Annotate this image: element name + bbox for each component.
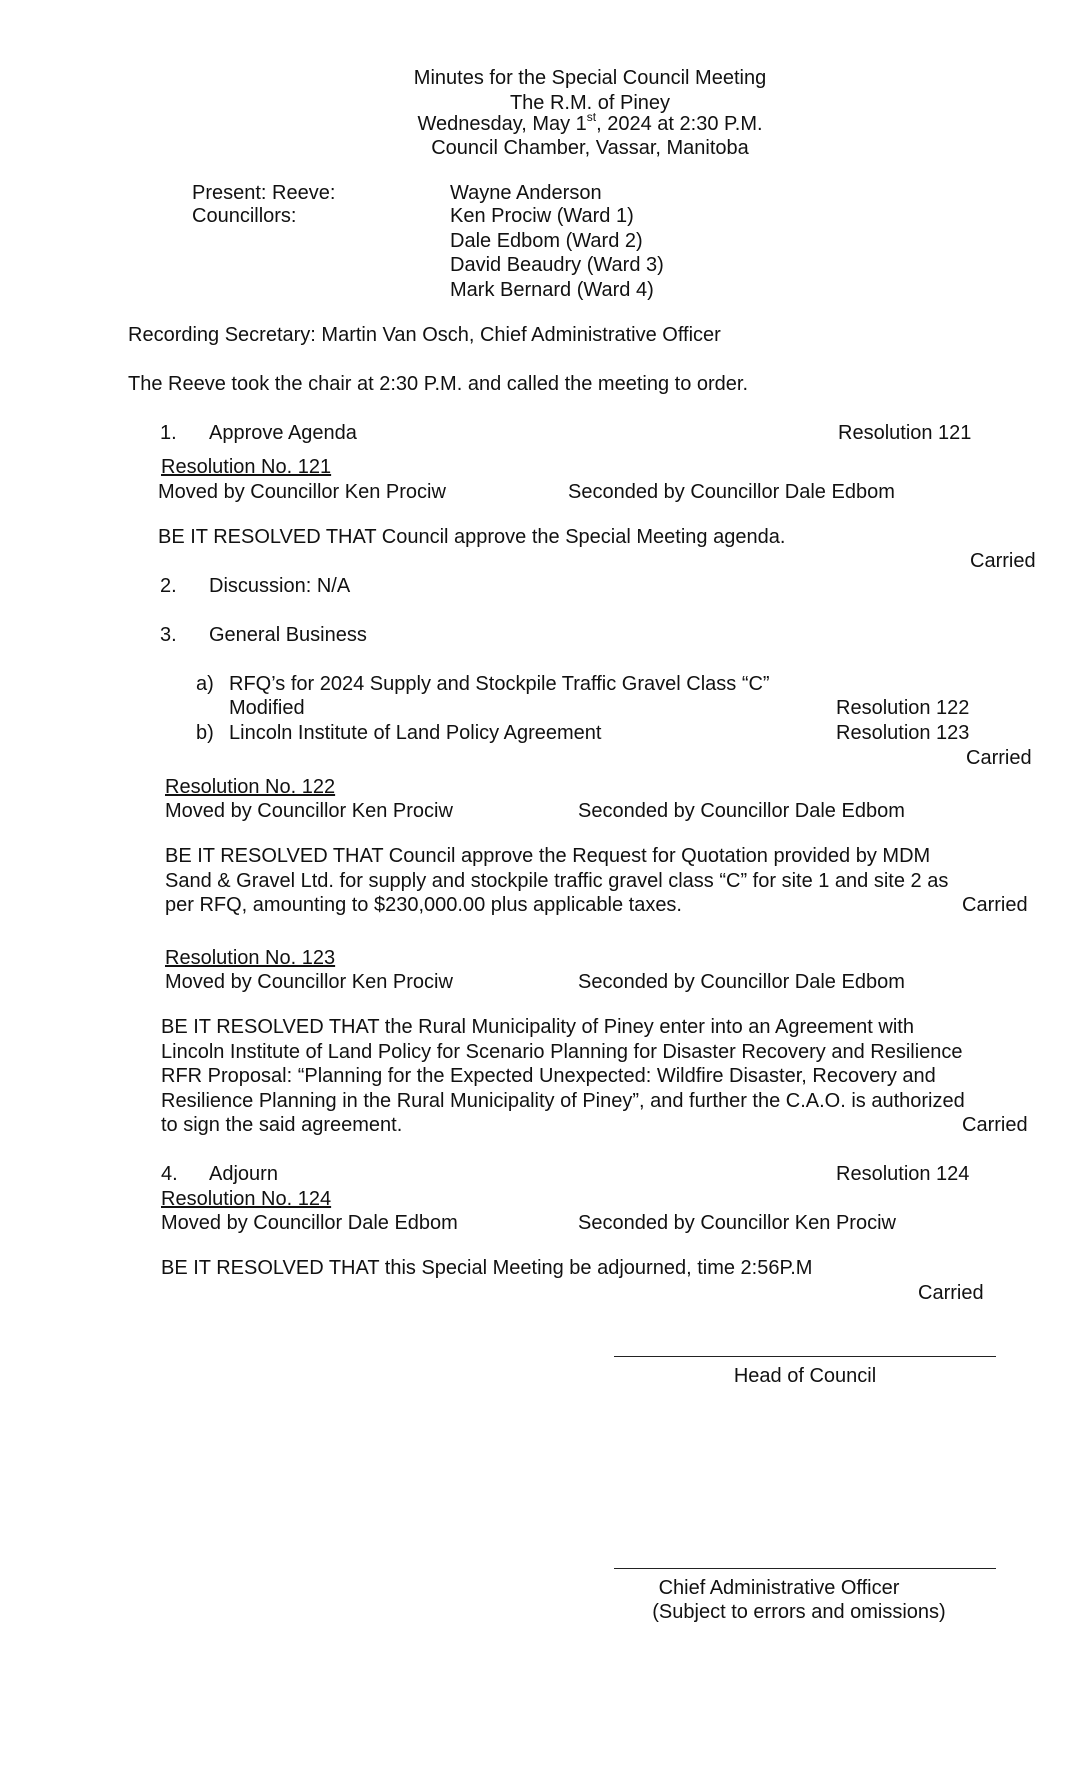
resolution-124-text: BE IT RESOLVED THAT this Special Meeting be adjourned, time 2:56P.M <box>161 1257 813 1279</box>
resolution-123-line-2: Lincoln Institute of Land Policy for Scenario Planning for Disaster Recovery and Resilience <box>161 1041 963 1063</box>
item-3a-line-2: Modified <box>229 697 305 719</box>
resolution-122-moved: Moved by Councillor Ken Prociw <box>165 800 453 822</box>
item-1-resolution-ref: Resolution 121 <box>838 422 972 444</box>
resolution-123-line-1: BE IT RESOLVED THAT the Rural Municipality of Piney enter into an Agreement with <box>161 1016 914 1038</box>
resolution-122-status: Carried <box>962 894 1028 916</box>
resolution-124-status: Carried <box>918 1282 984 1304</box>
councillor-4: Mark Bernard (Ward 4) <box>450 279 654 301</box>
header-date <box>310 112 870 136</box>
opening-statement: The Reeve took the chair at 2:30 P.M. and called the meeting to order. <box>128 373 749 395</box>
item-3b-letter: b) <box>196 722 214 744</box>
header-line-4: Council Chamber, Vassar, Manitoba <box>431 137 749 159</box>
item-3-number: 3. <box>160 624 177 646</box>
resolution-122-title: Resolution No. 122 <box>165 776 336 798</box>
resolution-124-moved: Moved by Councillor Dale Edbom <box>161 1212 458 1234</box>
councillor-2: Dale Edbom (Ward 2) <box>450 230 643 252</box>
header-date-sup: st <box>586 110 597 125</box>
councillors-label: Councillors: <box>192 205 297 227</box>
resolution-122-seconded: Seconded by Councillor Dale Edbom <box>578 800 905 822</box>
item-3a-line-1: RFQ’s for 2024 Supply and Stockpile Traffic Gravel Class “C” <box>229 673 770 695</box>
resolution-122-line-1: BE IT RESOLVED THAT Council approve the Request for Quotation provided by MDM <box>165 845 931 867</box>
resolution-123-status: Carried <box>962 1114 1028 1136</box>
cao-note: (Subject to errors and omissions) <box>652 1601 946 1623</box>
item-3a-resolution-ref: Resolution 122 <box>836 697 970 719</box>
resolution-124-title: Resolution No. 124 <box>161 1188 332 1210</box>
header-line-2: The R.M. of Piney <box>509 92 671 114</box>
item-3b-resolution-ref: Resolution 123 <box>836 722 970 744</box>
resolution-123-seconded: Seconded by Councillor Dale Edbom <box>578 971 905 993</box>
resolution-122-line-2: Sand & Gravel Ltd. for supply and stockpile traffic gravel class “C” for site 1 and site 2 as <box>165 870 949 892</box>
resolution-123-line-3: RFR Proposal: “Planning for the Expected Unexpected: Wildfire Disaster, Recovery and <box>161 1065 936 1087</box>
item-4-number: 4. <box>161 1163 178 1185</box>
reeve-label: Present: Reeve: <box>192 182 336 204</box>
recording-secretary: Recording Secretary: Martin Van Osch, Chief Administrative Officer <box>128 324 721 346</box>
item-3b-text: Lincoln Institute of Land Policy Agreement <box>229 722 602 744</box>
item-4-resolution-ref: Resolution 124 <box>836 1163 970 1185</box>
item-3a-letter: a) <box>196 673 214 695</box>
resolution-121-title: Resolution No. 121 <box>161 456 332 478</box>
resolution-124-seconded: Seconded by Councillor Ken Prociw <box>578 1212 896 1234</box>
resolution-123-line-5: to sign the said agreement. <box>161 1114 403 1136</box>
item-1-title: Approve Agenda <box>209 422 357 444</box>
item-1-number: 1. <box>160 422 177 444</box>
resolution-123-line-4: Resilience Planning in the Rural Municipality of Piney”, and further the C.A.O. is authorized <box>161 1090 965 1112</box>
resolution-121-moved: Moved by Councillor Ken Prociw <box>158 481 446 503</box>
item-2-title: Discussion: N/A <box>209 575 351 597</box>
resolution-121-status: Carried <box>970 550 1036 572</box>
header-date-suffix: , 2024 at 2:30 P.M. <box>596 113 763 135</box>
cao-signature-line <box>614 1568 996 1569</box>
cao-label: Chief Administrative Officer <box>658 1577 900 1599</box>
resolution-121-text: BE IT RESOLVED THAT Council approve the Special Meeting agenda. <box>158 526 786 548</box>
item-2-number: 2. <box>160 575 177 597</box>
header-line-1: Minutes for the Special Council Meeting <box>413 67 767 89</box>
item-3-title: General Business <box>209 624 367 646</box>
header-date-prefix: Wednesday, May 1 <box>417 113 587 135</box>
reeve-name: Wayne Anderson <box>450 182 602 204</box>
resolution-123-moved: Moved by Councillor Ken Prociw <box>165 971 453 993</box>
head-of-council-signature-line <box>614 1356 996 1357</box>
item-3-status: Carried <box>966 747 1032 769</box>
resolution-122-line-3: per RFQ, amounting to $230,000.00 plus applicable taxes. <box>165 894 682 916</box>
councillor-3: David Beaudry (Ward 3) <box>450 254 664 276</box>
item-4-title: Adjourn <box>209 1163 278 1185</box>
councillor-1: Ken Prociw (Ward 1) <box>450 205 634 227</box>
resolution-121-seconded: Seconded by Councillor Dale Edbom <box>568 481 895 503</box>
head-of-council-label: Head of Council <box>733 1365 877 1387</box>
resolution-123-title: Resolution No. 123 <box>165 947 336 969</box>
